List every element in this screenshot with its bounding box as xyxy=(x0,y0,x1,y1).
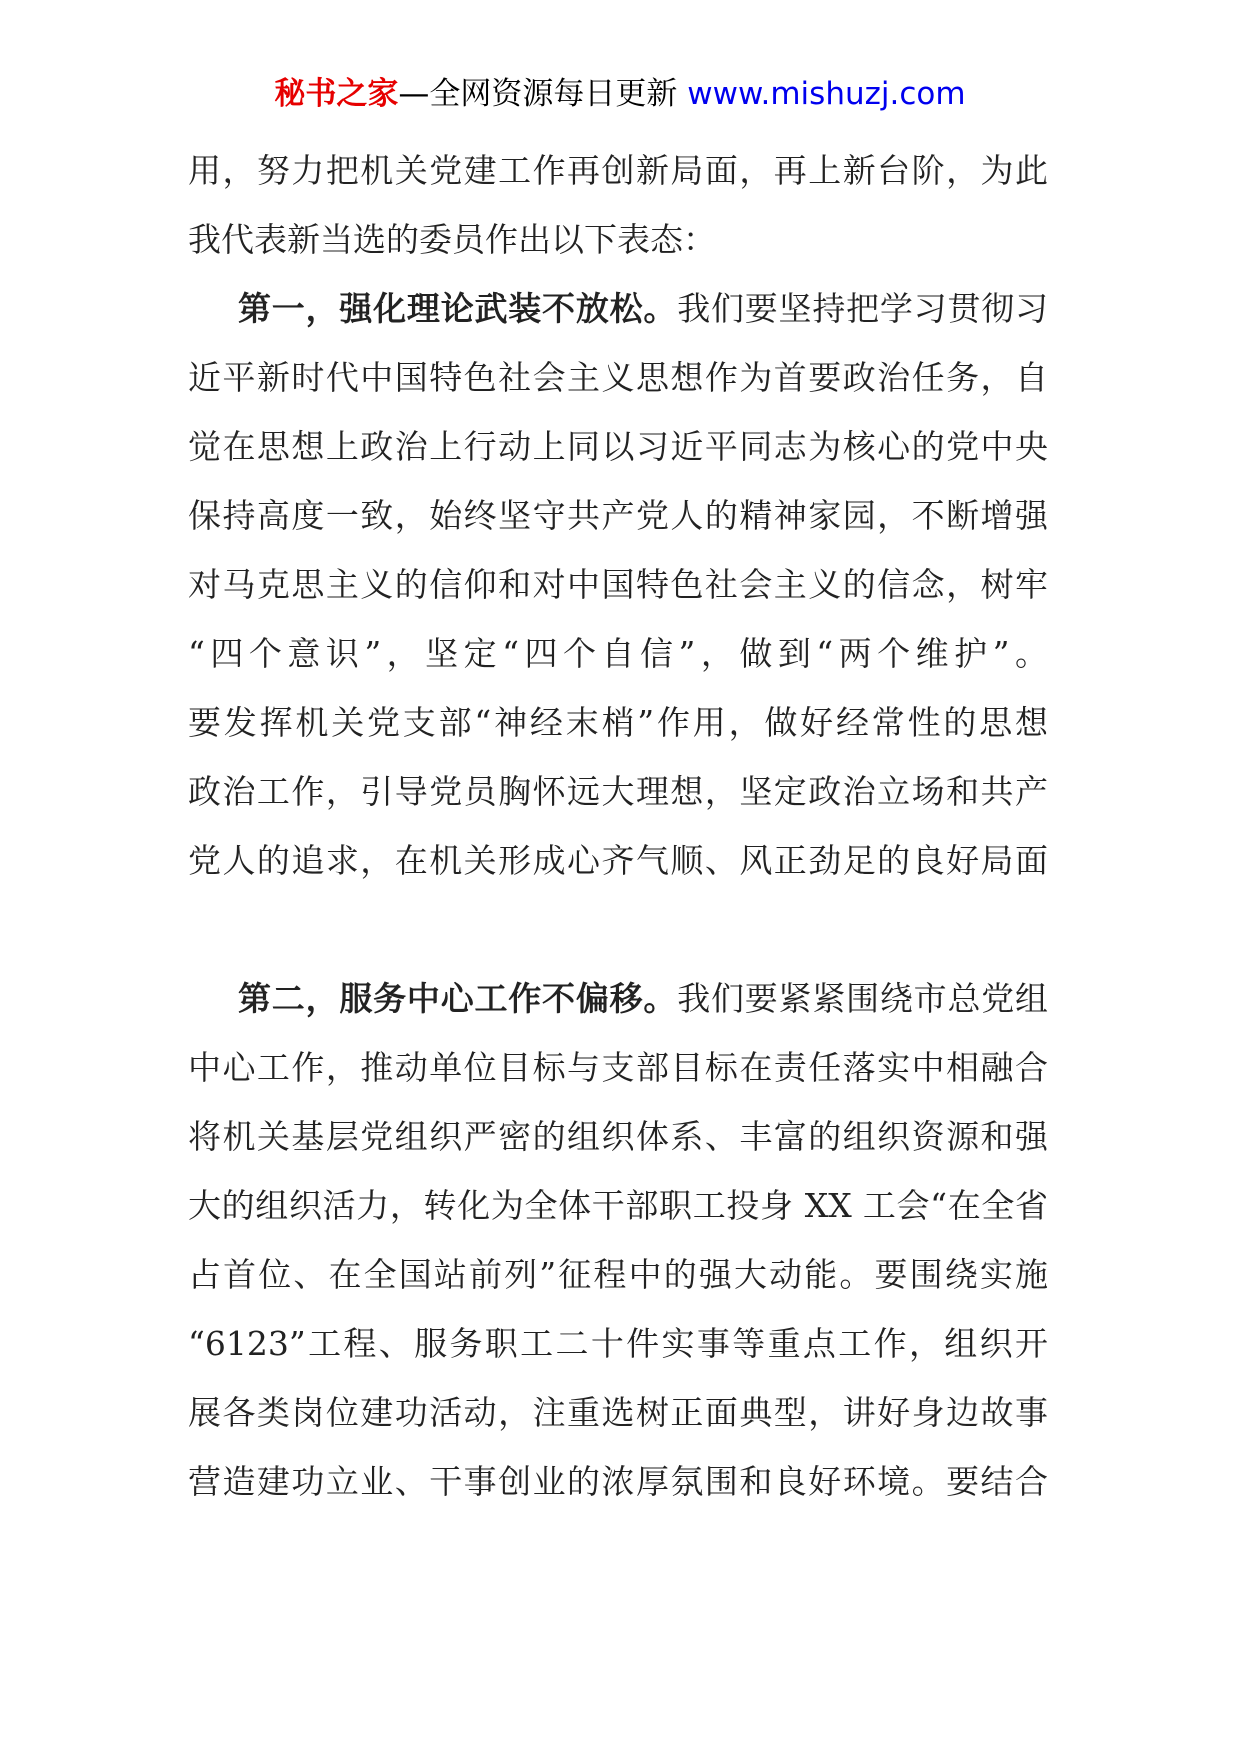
text-line: 对马克思主义的信仰和对中国特色社会主义的信念，树牢 xyxy=(188,565,1048,604)
text-line: 占首位、在全国站前列”征程中的强大动能。要围绕实施 xyxy=(188,1255,1048,1294)
site-slogan: —全网资源每日更新 xyxy=(398,76,678,112)
text-line: 将机关基层党组织严密的组织体系、丰富的组织资源和强 xyxy=(188,1117,1048,1156)
text-line: 中心工作，推动单位目标与支部目标在责任落实中相融合 xyxy=(188,1048,1048,1087)
text-line: “6123”工程、服务职工二十件实事等重点工作，组织开 xyxy=(188,1324,1048,1363)
text-line: 大的组织活力，转化为全体干部职工投身 XX 工会“在全省 xyxy=(188,1186,1048,1225)
text-line: “四个意识”，坚定“四个自信”，做到“两个维护”。 xyxy=(188,634,1048,673)
section-heading: 第一，强化理论武装不放松。 xyxy=(238,289,678,328)
paragraph-gap xyxy=(188,895,1048,964)
text-span: 我们要紧紧围绕市总党组 xyxy=(677,979,1049,1018)
text-line: 要发挥机关党支部“神经末梢”作用，做好经常性的思想 xyxy=(188,703,1048,742)
site-header xyxy=(0,72,1240,116)
paragraph-first-line xyxy=(188,274,1048,343)
text-line: 保持高度一致，始终坚守共产党人的精神家园，不断增强 xyxy=(188,496,1048,535)
text-line: 党人的追求，在机关形成心齐气顺、风正劲足的良好局面 xyxy=(188,841,1048,880)
site-brand: 秘书之家 xyxy=(274,76,399,112)
paragraph-first-line xyxy=(188,964,1048,1033)
text-line: 觉在思想上政治上行动上同以习近平同志为核心的党中央 xyxy=(188,427,1048,466)
text-line: 营造建功立业、干事创业的浓厚氛围和良好环境。要结合 xyxy=(188,1462,1048,1501)
text-line: 政治工作，引导党员胸怀远大理想，坚定政治立场和共产 xyxy=(188,772,1048,811)
text-line: 近平新时代中国特色社会主义思想作为首要政治任务，自 xyxy=(188,358,1048,397)
site-url-link[interactable]: www.mishuzj.com xyxy=(687,76,966,112)
text-span: 我们要坚持把学习贯彻习 xyxy=(677,289,1049,328)
text-line: 用，努力把机关党建工作再创新局面，再上新台阶，为此 xyxy=(188,151,1048,190)
text-line: 展各类岗位建功活动，注重选树正面典型，讲好身边故事 xyxy=(188,1393,1048,1432)
document-body xyxy=(188,136,1048,1516)
text-line: 我代表新当选的委员作出以下表态： xyxy=(188,220,716,259)
section-heading: 第二，服务中心工作不偏移。 xyxy=(238,979,678,1018)
